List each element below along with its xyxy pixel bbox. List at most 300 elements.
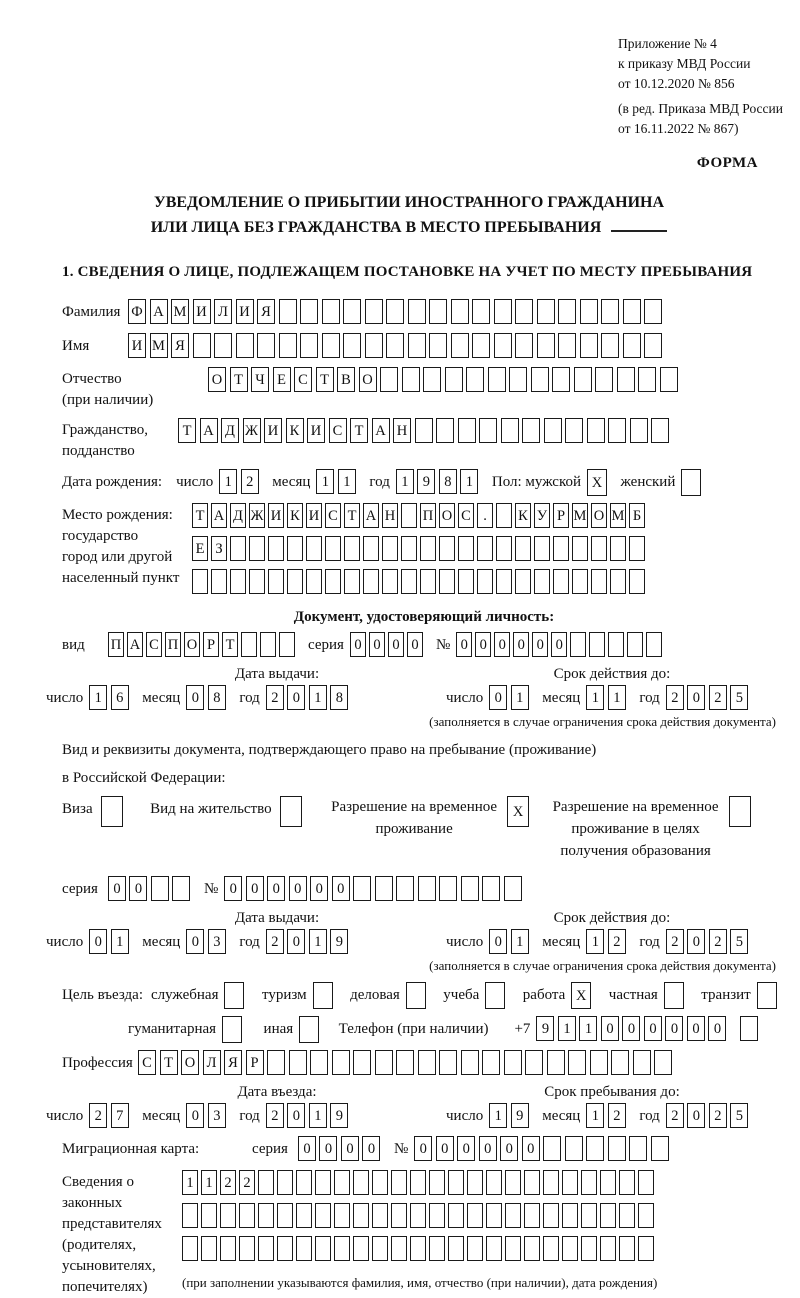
char-cell[interactable]: М (171, 299, 189, 324)
char-cell[interactable]: Р (246, 1050, 264, 1075)
char-cell[interactable]: Л (214, 299, 232, 324)
char-cell[interactable] (553, 569, 569, 594)
stay-expiry-year[interactable] (666, 929, 752, 956)
phone-last-cell[interactable] (740, 1016, 762, 1043)
char-cell[interactable] (401, 536, 417, 561)
char-cell[interactable] (623, 333, 641, 358)
char-cell[interactable] (600, 1170, 616, 1195)
char-cell[interactable]: 9 (330, 1103, 348, 1128)
char-cell[interactable] (322, 333, 340, 358)
char-cell[interactable]: С (458, 503, 474, 528)
char-cell[interactable] (277, 1170, 293, 1195)
char-cell[interactable] (315, 1170, 331, 1195)
char-cell[interactable] (201, 1203, 217, 1228)
representatives-field-row2[interactable] (182, 1203, 657, 1230)
char-cell[interactable]: 1 (608, 685, 626, 710)
char-cell[interactable] (236, 333, 254, 358)
char-cell[interactable]: 1 (89, 685, 107, 710)
char-cell[interactable]: 0 (489, 685, 507, 710)
char-cell[interactable] (638, 1203, 654, 1228)
until-day[interactable] (489, 1103, 532, 1130)
char-cell[interactable] (458, 569, 474, 594)
char-cell[interactable]: 1 (182, 1170, 198, 1195)
char-cell[interactable]: 9 (330, 929, 348, 954)
char-cell[interactable] (509, 367, 527, 392)
char-cell[interactable] (496, 536, 512, 561)
identity-doc-type-field[interactable] (108, 632, 298, 659)
char-cell[interactable]: 0 (341, 1136, 359, 1161)
char-cell[interactable] (591, 536, 607, 561)
patronymic-field[interactable] (208, 367, 681, 394)
sex-female-checkbox[interactable] (681, 469, 705, 496)
char-cell[interactable]: К (286, 418, 304, 443)
char-cell[interactable]: У (534, 503, 550, 528)
char-cell[interactable]: П (420, 503, 436, 528)
char-cell[interactable] (601, 299, 619, 324)
purpose-commercial-checkbox[interactable] (406, 982, 430, 1009)
char-cell[interactable] (467, 1203, 483, 1228)
char-cell[interactable] (420, 569, 436, 594)
char-cell[interactable] (423, 367, 441, 392)
char-cell[interactable] (375, 1050, 393, 1075)
char-cell[interactable] (287, 536, 303, 561)
char-cell[interactable]: 3 (208, 1103, 226, 1128)
char-cell[interactable]: 0 (350, 632, 366, 657)
char-cell[interactable] (629, 1136, 647, 1161)
char-cell[interactable] (429, 333, 447, 358)
char-cell[interactable]: Т (192, 503, 208, 528)
char-cell[interactable] (230, 569, 246, 594)
char-cell[interactable]: 0 (687, 929, 705, 954)
char-cell[interactable] (644, 333, 662, 358)
char-cell[interactable]: 0 (457, 1136, 475, 1161)
char-cell[interactable] (729, 796, 751, 827)
char-cell[interactable]: Т (344, 503, 360, 528)
char-cell[interactable]: 1 (579, 1016, 597, 1041)
char-cell[interactable] (280, 796, 302, 827)
char-cell[interactable]: В (337, 367, 355, 392)
char-cell[interactable] (543, 1170, 559, 1195)
char-cell[interactable]: И (264, 418, 282, 443)
representatives-field-row3[interactable] (182, 1236, 657, 1263)
char-cell[interactable]: 0 (708, 1016, 726, 1041)
char-cell[interactable] (619, 1170, 635, 1195)
char-cell[interactable] (268, 569, 284, 594)
char-cell[interactable] (651, 418, 669, 443)
char-cell[interactable]: 2 (666, 685, 684, 710)
char-cell[interactable]: 1 (111, 929, 129, 954)
surname-field[interactable] (128, 299, 666, 326)
char-cell[interactable] (382, 569, 398, 594)
birthdate-year-field[interactable] (396, 469, 482, 496)
identity-expiry-year[interactable] (666, 685, 752, 712)
purpose-business-checkbox[interactable] (224, 982, 248, 1009)
char-cell[interactable]: 0 (287, 685, 305, 710)
char-cell[interactable] (501, 418, 519, 443)
birthplace-field-row3[interactable] (192, 569, 648, 596)
char-cell[interactable]: А (372, 418, 390, 443)
char-cell[interactable]: 2 (266, 929, 284, 954)
char-cell[interactable] (151, 876, 169, 901)
purpose-humanitarian-checkbox[interactable] (222, 1016, 246, 1043)
char-cell[interactable] (610, 536, 626, 561)
char-cell[interactable]: Р (553, 503, 569, 528)
char-cell[interactable] (429, 1203, 445, 1228)
char-cell[interactable] (201, 1236, 217, 1261)
char-cell[interactable]: Ф (128, 299, 146, 324)
char-cell[interactable] (608, 418, 626, 443)
char-cell[interactable]: 0 (287, 1103, 305, 1128)
char-cell[interactable] (391, 1170, 407, 1195)
char-cell[interactable] (353, 1170, 369, 1195)
char-cell[interactable]: Ч (251, 367, 269, 392)
char-cell[interactable] (547, 1050, 565, 1075)
identity-issue-month[interactable] (186, 685, 229, 712)
purpose-other-checkbox[interactable] (299, 1016, 323, 1043)
char-cell[interactable]: Т (222, 632, 238, 657)
char-cell[interactable] (372, 1203, 388, 1228)
char-cell[interactable]: 1 (586, 929, 604, 954)
char-cell[interactable] (486, 1170, 502, 1195)
char-cell[interactable]: 5 (730, 1103, 748, 1128)
char-cell[interactable]: 2 (608, 929, 626, 954)
char-cell[interactable]: 0 (407, 632, 423, 657)
stay-expiry-day[interactable] (489, 929, 532, 956)
char-cell[interactable]: Е (273, 367, 291, 392)
char-cell[interactable]: 0 (267, 876, 285, 901)
stay-doc-number-field[interactable] (224, 876, 525, 903)
char-cell[interactable] (664, 982, 684, 1009)
char-cell[interactable]: 0 (436, 1136, 454, 1161)
char-cell[interactable] (544, 418, 562, 443)
char-cell[interactable] (534, 569, 550, 594)
birthplace-field-row1[interactable] (192, 503, 648, 530)
char-cell[interactable] (451, 299, 469, 324)
char-cell[interactable] (543, 1136, 561, 1161)
stay-expiry-month[interactable] (586, 929, 629, 956)
char-cell[interactable] (515, 299, 533, 324)
char-cell[interactable]: 0 (687, 685, 705, 710)
char-cell[interactable]: П (108, 632, 124, 657)
char-cell[interactable] (439, 876, 457, 901)
char-cell[interactable]: О (208, 367, 226, 392)
char-cell[interactable] (534, 536, 550, 561)
char-cell[interactable] (524, 1236, 540, 1261)
char-cell[interactable] (543, 1236, 559, 1261)
birthdate-day-field[interactable] (219, 469, 262, 496)
birthdate-month-field[interactable] (316, 469, 359, 496)
char-cell[interactable] (479, 418, 497, 443)
char-cell[interactable] (580, 299, 598, 324)
char-cell[interactable] (558, 333, 576, 358)
char-cell[interactable] (408, 299, 426, 324)
char-cell[interactable] (589, 632, 605, 657)
char-cell[interactable] (629, 569, 645, 594)
char-cell[interactable] (654, 1050, 672, 1075)
char-cell[interactable] (553, 536, 569, 561)
char-cell[interactable] (610, 569, 626, 594)
char-cell[interactable] (344, 536, 360, 561)
char-cell[interactable] (591, 569, 607, 594)
identity-issue-year[interactable] (266, 685, 352, 712)
char-cell[interactable]: И (307, 418, 325, 443)
char-cell[interactable]: 1 (586, 1103, 604, 1128)
char-cell[interactable] (353, 876, 371, 901)
char-cell[interactable] (306, 569, 322, 594)
char-cell[interactable]: 1 (309, 1103, 327, 1128)
char-cell[interactable] (623, 299, 641, 324)
char-cell[interactable]: 0 (500, 1136, 518, 1161)
char-cell[interactable] (230, 536, 246, 561)
char-cell[interactable]: 0 (456, 632, 472, 657)
char-cell[interactable] (458, 536, 474, 561)
char-cell[interactable]: Д (221, 418, 239, 443)
char-cell[interactable] (466, 367, 484, 392)
char-cell[interactable] (570, 632, 586, 657)
char-cell[interactable]: 0 (513, 632, 529, 657)
char-cell[interactable] (249, 569, 265, 594)
char-cell[interactable]: З (211, 536, 227, 561)
char-cell[interactable] (445, 367, 463, 392)
char-cell[interactable]: Д (230, 503, 246, 528)
char-cell[interactable]: Я (224, 1050, 242, 1075)
char-cell[interactable] (562, 1170, 578, 1195)
char-cell[interactable] (572, 569, 588, 594)
char-cell[interactable]: 2 (239, 1170, 255, 1195)
char-cell[interactable] (365, 333, 383, 358)
char-cell[interactable] (220, 1236, 236, 1261)
char-cell[interactable] (574, 367, 592, 392)
firstname-field[interactable] (128, 333, 666, 360)
char-cell[interactable] (334, 1170, 350, 1195)
char-cell[interactable] (439, 536, 455, 561)
char-cell[interactable] (268, 536, 284, 561)
char-cell[interactable] (343, 333, 361, 358)
char-cell[interactable]: 8 (330, 685, 348, 710)
char-cell[interactable] (581, 1203, 597, 1228)
char-cell[interactable] (372, 1236, 388, 1261)
char-cell[interactable] (467, 1236, 483, 1261)
char-cell[interactable] (363, 536, 379, 561)
char-cell[interactable]: А (211, 503, 227, 528)
char-cell[interactable] (629, 536, 645, 561)
char-cell[interactable]: 0 (89, 929, 107, 954)
char-cell[interactable] (418, 876, 436, 901)
char-cell[interactable] (258, 1203, 274, 1228)
char-cell[interactable]: 2 (666, 929, 684, 954)
char-cell[interactable] (372, 1170, 388, 1195)
char-cell[interactable] (325, 536, 341, 561)
char-cell[interactable] (515, 333, 533, 358)
char-cell[interactable]: 9 (417, 469, 435, 494)
char-cell[interactable]: С (138, 1050, 156, 1075)
char-cell[interactable] (681, 469, 701, 496)
char-cell[interactable] (581, 1236, 597, 1261)
char-cell[interactable]: 0 (644, 1016, 662, 1041)
char-cell[interactable] (220, 1203, 236, 1228)
char-cell[interactable] (239, 1203, 255, 1228)
char-cell[interactable] (505, 1203, 521, 1228)
char-cell[interactable] (315, 1236, 331, 1261)
entry-day[interactable] (89, 1103, 132, 1130)
char-cell[interactable]: 1 (511, 685, 529, 710)
char-cell[interactable]: 0 (601, 1016, 619, 1041)
char-cell[interactable] (600, 1236, 616, 1261)
char-cell[interactable]: Т (350, 418, 368, 443)
char-cell[interactable] (600, 1203, 616, 1228)
char-cell[interactable] (531, 367, 549, 392)
char-cell[interactable]: 5 (730, 685, 748, 710)
char-cell[interactable] (239, 1236, 255, 1261)
char-cell[interactable]: 1 (338, 469, 356, 494)
char-cell[interactable]: 1 (309, 929, 327, 954)
until-month[interactable] (586, 1103, 629, 1130)
char-cell[interactable]: 0 (687, 1016, 705, 1041)
char-cell[interactable] (580, 333, 598, 358)
char-cell[interactable]: А (127, 632, 143, 657)
char-cell[interactable]: 0 (532, 632, 548, 657)
char-cell[interactable] (322, 299, 340, 324)
char-cell[interactable] (415, 418, 433, 443)
char-cell[interactable] (565, 418, 583, 443)
char-cell[interactable] (611, 1050, 629, 1075)
char-cell[interactable] (313, 982, 333, 1009)
stay-doc-series-field[interactable] (108, 876, 194, 903)
char-cell[interactable]: Л (203, 1050, 221, 1075)
char-cell[interactable]: С (329, 418, 347, 443)
char-cell[interactable] (451, 333, 469, 358)
char-cell[interactable]: 1 (489, 1103, 507, 1128)
char-cell[interactable]: 0 (494, 632, 510, 657)
char-cell[interactable]: А (363, 503, 379, 528)
char-cell[interactable] (522, 418, 540, 443)
char-cell[interactable]: Р (203, 632, 219, 657)
char-cell[interactable]: М (150, 333, 168, 358)
char-cell[interactable]: 1 (309, 685, 327, 710)
citizenship-field[interactable] (178, 418, 673, 445)
char-cell[interactable] (439, 1050, 457, 1075)
char-cell[interactable] (277, 1203, 293, 1228)
char-cell[interactable] (448, 1236, 464, 1261)
profession-field[interactable] (138, 1050, 676, 1077)
char-cell[interactable]: 0 (522, 1136, 540, 1161)
char-cell[interactable] (488, 367, 506, 392)
char-cell[interactable]: Я (257, 299, 275, 324)
permit-temp-checkbox[interactable] (507, 796, 533, 827)
char-cell[interactable] (287, 569, 303, 594)
purpose-work-checkbox[interactable] (571, 982, 595, 1009)
char-cell[interactable]: 0 (551, 632, 567, 657)
char-cell[interactable] (504, 1050, 522, 1075)
char-cell[interactable] (587, 418, 605, 443)
char-cell[interactable]: 2 (709, 929, 727, 954)
char-cell[interactable] (258, 1170, 274, 1195)
char-cell[interactable] (382, 536, 398, 561)
char-cell[interactable] (429, 299, 447, 324)
char-cell[interactable] (448, 1203, 464, 1228)
char-cell[interactable] (279, 632, 295, 657)
migration-series-field[interactable] (298, 1136, 384, 1163)
purpose-private-checkbox[interactable] (664, 982, 688, 1009)
char-cell[interactable] (401, 569, 417, 594)
char-cell[interactable] (485, 982, 505, 1009)
char-cell[interactable] (249, 536, 265, 561)
char-cell[interactable] (638, 1170, 654, 1195)
char-cell[interactable] (396, 876, 414, 901)
char-cell[interactable] (472, 299, 490, 324)
char-cell[interactable]: 2 (608, 1103, 626, 1128)
char-cell[interactable] (300, 333, 318, 358)
char-cell[interactable]: Т (230, 367, 248, 392)
char-cell[interactable] (644, 299, 662, 324)
char-cell[interactable] (558, 299, 576, 324)
char-cell[interactable]: 0 (287, 929, 305, 954)
char-cell[interactable] (537, 333, 555, 358)
char-cell[interactable] (410, 1236, 426, 1261)
char-cell[interactable]: О (591, 503, 607, 528)
char-cell[interactable] (365, 299, 383, 324)
char-cell[interactable] (396, 1050, 414, 1075)
char-cell[interactable] (477, 536, 493, 561)
char-cell[interactable] (496, 503, 512, 528)
char-cell[interactable] (439, 569, 455, 594)
char-cell[interactable]: 0 (246, 876, 264, 901)
char-cell[interactable] (429, 1236, 445, 1261)
char-cell[interactable]: И (128, 333, 146, 358)
birthplace-field-row2[interactable] (192, 536, 648, 563)
char-cell[interactable] (608, 632, 624, 657)
char-cell[interactable]: С (325, 503, 341, 528)
char-cell[interactable] (537, 299, 555, 324)
until-year[interactable] (666, 1103, 752, 1130)
char-cell[interactable] (299, 1016, 319, 1043)
char-cell[interactable] (296, 1170, 312, 1195)
char-cell[interactable] (482, 876, 500, 901)
char-cell[interactable]: Ж (249, 503, 265, 528)
char-cell[interactable] (505, 1236, 521, 1261)
purpose-tourism-checkbox[interactable] (313, 982, 337, 1009)
char-cell[interactable]: 1 (201, 1170, 217, 1195)
char-cell[interactable] (344, 569, 360, 594)
char-cell[interactable] (277, 1236, 293, 1261)
char-cell[interactable]: 2 (220, 1170, 236, 1195)
char-cell[interactable]: Е (192, 536, 208, 561)
char-cell[interactable]: 8 (208, 685, 226, 710)
char-cell[interactable]: О (184, 632, 200, 657)
sex-male-checkbox[interactable] (587, 469, 611, 496)
char-cell[interactable]: 0 (362, 1136, 380, 1161)
char-cell[interactable] (608, 1136, 626, 1161)
char-cell[interactable] (504, 876, 522, 901)
char-cell[interactable] (420, 536, 436, 561)
phone-field[interactable] (536, 1016, 730, 1043)
char-cell[interactable]: 0 (289, 876, 307, 901)
identity-doc-series-field[interactable] (350, 632, 426, 659)
char-cell[interactable]: Н (393, 418, 411, 443)
char-cell[interactable] (429, 1170, 445, 1195)
char-cell[interactable] (391, 1236, 407, 1261)
char-cell[interactable]: 1 (460, 469, 478, 494)
char-cell[interactable]: И (268, 503, 284, 528)
char-cell[interactable]: 3 (208, 929, 226, 954)
char-cell[interactable] (402, 367, 420, 392)
char-cell[interactable]: 1 (316, 469, 334, 494)
char-cell[interactable]: 0 (414, 1136, 432, 1161)
char-cell[interactable]: 2 (709, 685, 727, 710)
identity-expiry-day[interactable] (489, 685, 532, 712)
char-cell[interactable] (182, 1236, 198, 1261)
char-cell[interactable] (486, 1203, 502, 1228)
